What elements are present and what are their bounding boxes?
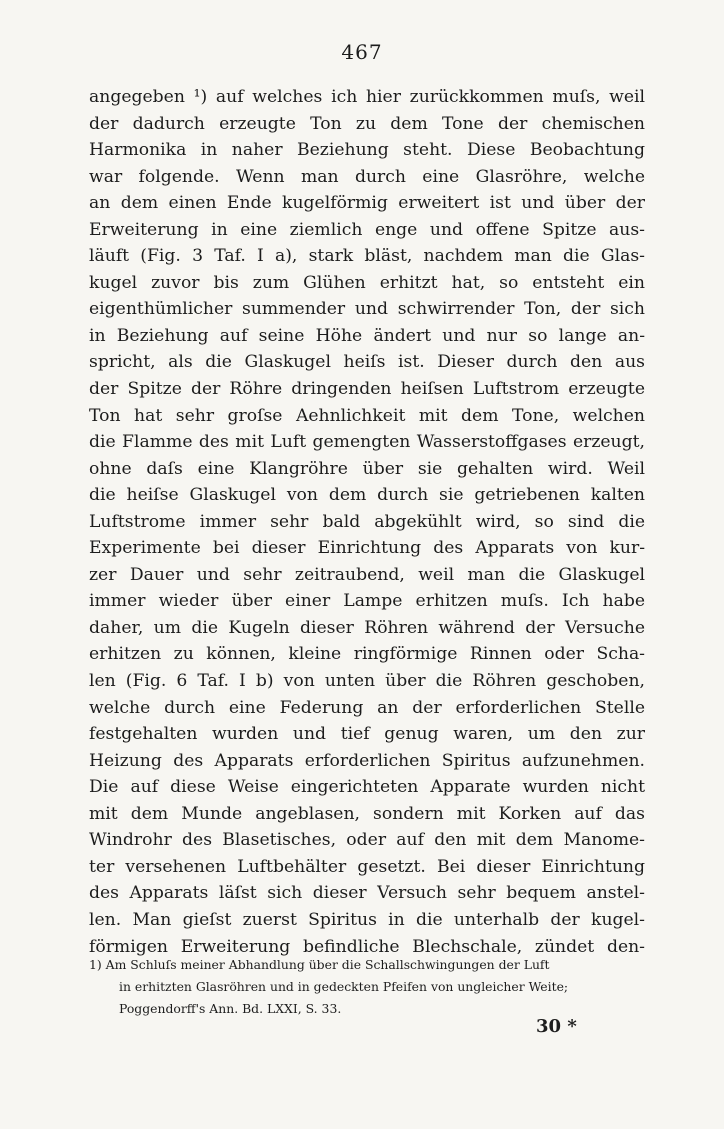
page-number: 467	[341, 40, 383, 64]
text-line: ter versehenen Luftbehälter gesetzt. Bei dieser Einrichtung	[89, 856, 645, 877]
text-line: der Spitze der Röhre dringenden heiſsen Luftstrom erzeugte	[89, 379, 645, 400]
text-line: immer wieder über einer Lampe erhitzen muſs. Ich habe	[89, 591, 645, 612]
text-line: len (Fig. 6 Taf. I b) von unten über die Röhren geschoben,	[89, 671, 645, 692]
text-line: die heiſse Glaskugel von dem durch sie getriebenen kalten	[89, 485, 645, 506]
text-line: len. Man gieſst zuerst Spiritus in die unterhalb der kugel-	[89, 909, 645, 930]
text-line: mit dem Munde angeblasen, sondern mit Korken auf das	[89, 803, 645, 824]
footnotes	[89, 954, 649, 1020]
text-line: Windrohr des Blasetisches, oder auf den mit dem Manome-	[89, 830, 645, 851]
footnote-line: in erhitzten Glasröhren und in gedeckten Pfeifen von ungleicher Weite;	[119, 979, 569, 994]
text-line: Die auf diese Weise eingerichteten Apparate wurden nicht	[89, 777, 645, 798]
text-line: an dem einen Ende kugelförmig erweitert ist und über der	[89, 193, 645, 214]
text-line: erhitzen zu können, kleine ringförmige Rinnen oder Scha-	[89, 644, 645, 665]
text-line: spricht, als die Glaskugel heiſs ist. Dieser durch den aus	[89, 352, 645, 373]
text-line: zer Dauer und sehr zeitraubend, weil man die Glaskugel	[89, 564, 645, 585]
text-line: kugel zuvor bis zum Glühen erhitzt hat, so entsteht ein	[89, 272, 645, 293]
signature-mark: 30 *	[536, 1016, 577, 1037]
text-line: daher, um die Kugeln dieser Röhren während der Versuche	[89, 617, 645, 638]
text-line: Experimente bei dieser Einrichtung des Apparats von kur-	[89, 538, 645, 559]
text-line: eigenthümlicher summender und schwirrender Ton, der sich	[89, 299, 645, 320]
text-line: festgehalten wurden und tief genug waren, um den zur	[89, 724, 645, 745]
text-line: der dadurch erzeugte Ton zu dem Tone der chemischen	[89, 113, 645, 134]
body-text	[89, 84, 645, 960]
text-line: Ton hat sehr groſse Aehnlichkeit mit dem Tone, welchen	[89, 405, 645, 426]
text-line: Luftstrome immer sehr bald abgekühlt wird, so sind die	[89, 511, 645, 532]
footnote-line: Poggendorff's Ann. Bd. LXXI, S. 33.	[119, 1001, 342, 1016]
text-line: des Apparats läſst sich dieser Versuch sehr bequem anstel-	[89, 883, 645, 904]
text-line: war folgende. Wenn man durch eine Glasröhre, welche	[89, 166, 645, 187]
text-line: in Beziehung auf seine Höhe ändert und nur so lange an-	[89, 325, 645, 346]
text-line: die Flamme des mit Luft gemengten Wasserstoffgases erzeugt,	[89, 432, 645, 453]
text-line: angegeben ¹) auf welches ich hier zurückkommen muſs, weil	[89, 87, 645, 107]
text-line: Harmonika in naher Beziehung steht. Diese Beobachtung	[89, 140, 645, 161]
text-line: Heizung des Apparats erforderlichen Spiritus aufzunehmen.	[89, 750, 645, 771]
text-line: läuft (Fig. 3 Taf. I a), stark bläst, nachdem man die Glas-	[89, 246, 645, 267]
footnote-line: 1) Am Schluſs meiner Abhandlung über die Schallschwingungen der Luft	[89, 957, 550, 972]
text-line: welche durch eine Federung an der erforderlichen Stelle	[89, 697, 645, 718]
text-line: ohne daſs eine Klangröhre über sie gehalten wird. Weil	[89, 458, 645, 479]
text-line: Erweiterung in eine ziemlich enge und offene Spitze aus-	[89, 219, 645, 240]
text-line: förmigen Erweiterung befindliche Blechschale, zündet den-	[89, 936, 645, 957]
